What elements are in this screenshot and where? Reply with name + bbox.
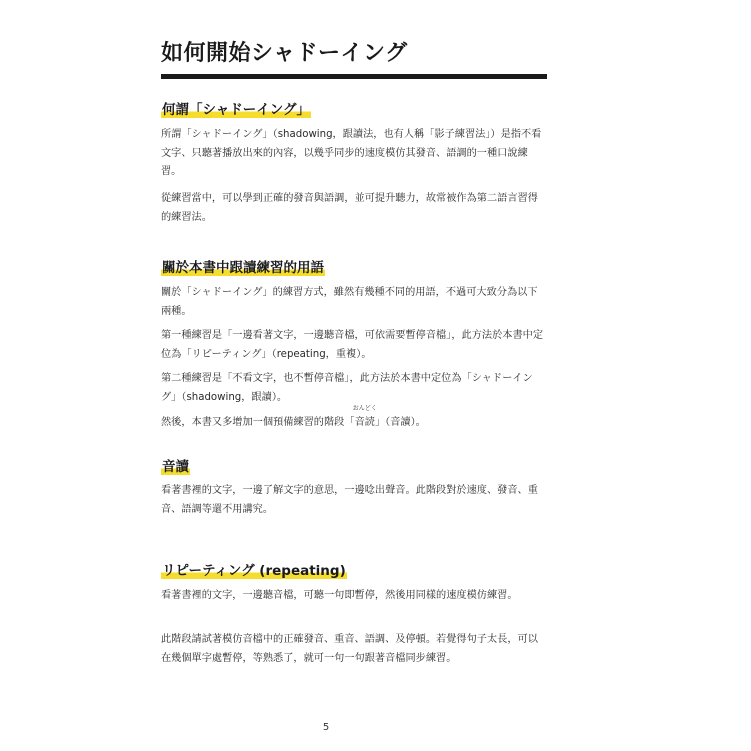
- paragraph: 看著書裡的文字，一邊了解文字的意思，一邊唸出聲音。此階段對於速度、發音、重音、語調等還不用講究。: [161, 485, 538, 515]
- ruby-word: [352, 405, 377, 433]
- paragraph: 看著書裡的文字，一邊聽音檔，可聽一句即暫停，然後用同樣的速度模仿練習。: [161, 590, 518, 601]
- paragraph-ondoku: [161, 405, 547, 433]
- ruby-base: 音読: [354, 417, 375, 428]
- paragraph-text: 然後，本書又多增加一個預備練習的階段「: [161, 417, 355, 428]
- paragraph: 從練習當中，可以學到正確的發音與語調，並可提升聽力，故常被作為第二語言習得的練習法。: [161, 193, 538, 223]
- document-page: [161, 0, 547, 751]
- paragraph: 關於「シャドーイング」的練習方式，雖然有幾種不同的用語，不過可大致分為以下兩種。: [161, 287, 538, 317]
- paragraph: 第一種練習是「一邊看著文字，一邊聽音檔，可依需要暫停音檔」，此方法於本書中定位為「リピーティング」（repeating，重複）。: [161, 330, 544, 360]
- paragraph-text: 」（音讀）。: [374, 417, 426, 428]
- section-heading-text: リピーティング (repeating): [162, 563, 346, 579]
- page-number: 5: [322, 722, 330, 733]
- title-rule: [161, 74, 547, 79]
- section-heading-text: 何謂「シャドーイング」: [162, 102, 310, 118]
- section-heading-what-is-shadowing: [161, 102, 311, 119]
- paragraph: 第二種練習是「不看文字，也不暫停音檔」，此方法於本書中定位為「シャドーイング」（shadowing，跟讀）。: [161, 373, 533, 403]
- paragraph: 此階段請試著模仿音檔中的正確發音、重音、語調、及停頓。若覺得句子太長，可以在幾個單字處暫停，等熟悉了，就可一句一句跟著音檔同步練習。: [161, 634, 538, 664]
- section-heading-text: 關於本書中跟讀練習的用語: [162, 260, 324, 276]
- paragraph: 所謂「シャドーイング」（shadowing，跟讀法，也有人稱「影子練習法」）是指不看文字、只聽著播放出來的內容，以幾乎同步的速度模仿其發音、語調的一種口說練習。: [161, 129, 542, 177]
- section-heading-terms: [161, 260, 325, 277]
- section-heading-repeating: [161, 563, 347, 580]
- section-heading-text: 音讀: [162, 459, 189, 475]
- section-heading-ondoku: [161, 459, 190, 476]
- ruby-reading: おんどく: [352, 405, 377, 412]
- page-title: 如何開始シャドーイング: [161, 41, 408, 66]
